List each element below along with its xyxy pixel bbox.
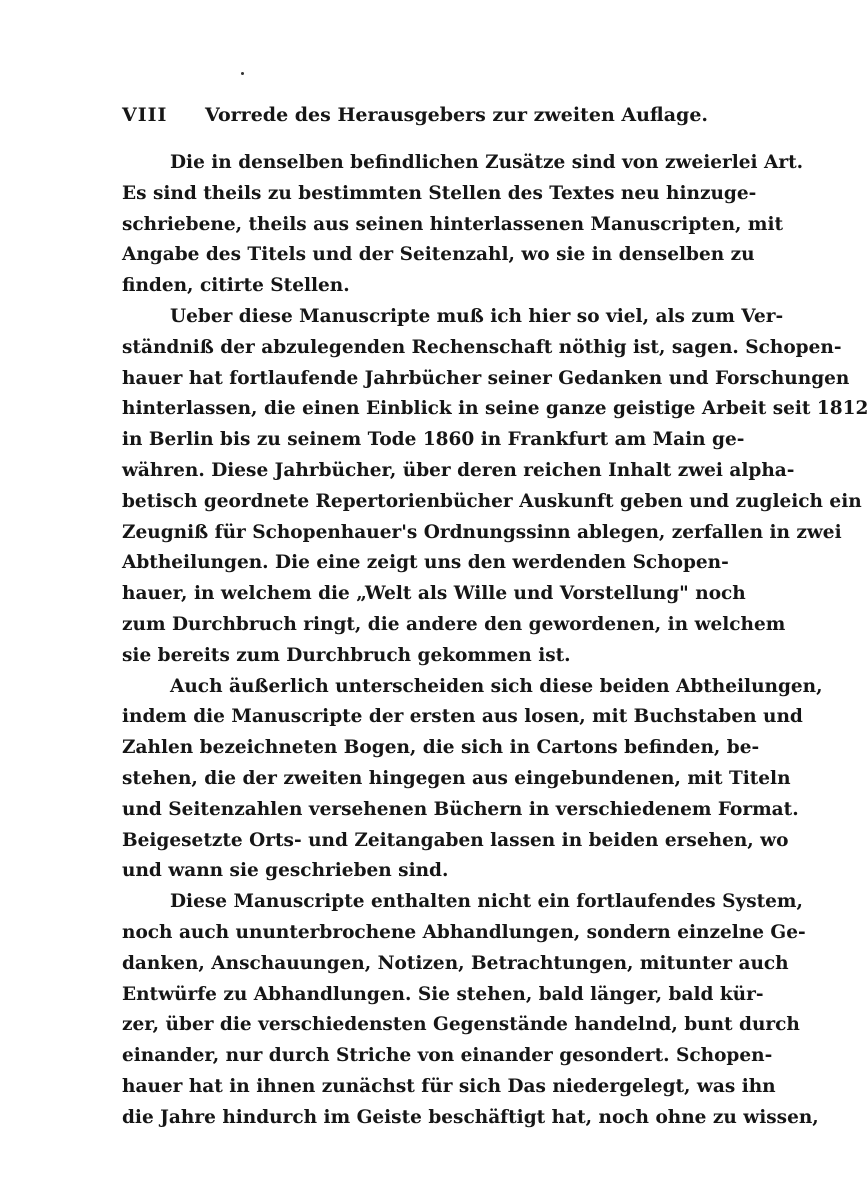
text-line: Entwürfe zu Abhandlungen. Sie stehen, bald länger, bald kür- [122, 983, 764, 1005]
text-line: zer, über die verschiedensten Gegenstände handelnd, bunt durch [122, 1014, 800, 1036]
text-line: und wann sie geschrieben sind. [122, 860, 449, 882]
text-line: hauer hat in ihnen zunächst für sich Das niedergelegt, was ihn [122, 1075, 776, 1097]
text-line: währen. Diese Jahrbücher, über deren reichen Inhalt zwei alpha- [122, 459, 795, 481]
text-line: Diese Manuscripte enthalten nicht ein fortlaufendes System, [170, 891, 803, 913]
text-line: Beigesetzte Orts- und Zeitangaben lassen in beiden ersehen, wo [122, 829, 789, 851]
text-line: einander, nur durch Striche von einander gesondert. Schopen- [122, 1045, 773, 1067]
text-line: Auch äußerlich unterscheiden sich diese beiden Abtheilungen, [170, 675, 823, 697]
paragraph [122, 302, 868, 672]
text-line: ständniß der abzulegenden Rechenschaft nöthig ist, sagen. Schopen- [122, 336, 842, 358]
text-line: hauer hat fortlaufende Jahrbücher seiner Gedanken und Forschungen [122, 367, 850, 389]
text-line: danken, Anschauungen, Notizen, Betrachtungen, mitunter auch [122, 952, 789, 974]
text-line: hauer, in welchem die „Welt als Wille und Vorstellung" noch [122, 583, 746, 605]
text-line: finden, citirte Stellen. [122, 275, 350, 297]
body-text [122, 148, 868, 1134]
text-line: stehen, die der zweiten hingegen aus eingebundenen, mit Titeln [122, 767, 791, 789]
paragraph [122, 148, 804, 302]
text-line: hinterlassen, die einen Einblick in seine ganze geistige Arbeit seit 1812 [122, 398, 868, 420]
page-number: VIII [122, 104, 168, 126]
running-title: Vorrede des Herausgebers zur zweiten Auflage. [205, 104, 709, 126]
text-line: Die in denselben befindlichen Zusätze sind von zweierlei Art. [170, 152, 804, 173]
text-line: noch auch ununterbrochene Abhandlungen, sondern einzelne Ge- [122, 921, 806, 943]
ink-speck [241, 72, 244, 75]
text-line: Es sind theils zu bestimmten Stellen des Textes neu hinzuge- [122, 182, 757, 204]
text-line: Ueber diese Manuscripte muß ich hier so viel, als zum Ver- [170, 305, 784, 327]
text-line: indem die Manuscripte der ersten aus losen, mit Buchstaben und [122, 706, 803, 728]
text-line: Zahlen bezeichneten Bogen, die sich in Cartons befinden, be- [122, 737, 760, 759]
text-line: sie bereits zum Durchbruch gekommen ist. [122, 644, 571, 666]
text-line: in Berlin bis zu seinem Tode 1860 in Frankfurt am Main ge- [122, 429, 745, 451]
text-line: die Jahre hindurch im Geiste beschäftigt hat, noch ohne zu wissen, [122, 1106, 819, 1128]
text-line: zum Durchbruch ringt, die andere den gewordenen, in welchem [122, 613, 786, 635]
text-line: Angabe des Titels und der Seitenzahl, wo sie in denselben zu [122, 244, 755, 266]
text-line: Abtheilungen. Die eine zeigt uns den werdenden Schopen- [122, 552, 729, 574]
text-line: Zeugniß für Schopenhauer's Ordnungssinn ablegen, zerfallen in zwei [122, 521, 842, 543]
paragraph [122, 887, 819, 1133]
page-header [122, 104, 709, 134]
text-line: und Seitenzahlen versehenen Büchern in verschiedenem Format. [122, 798, 799, 820]
text-line: betisch geordnete Repertorienbücher Auskunft geben und zugleich ein [122, 490, 862, 512]
paragraph [122, 672, 823, 888]
text-line: schriebene, theils aus seinen hinterlassenen Manuscripten, mit [122, 213, 784, 235]
